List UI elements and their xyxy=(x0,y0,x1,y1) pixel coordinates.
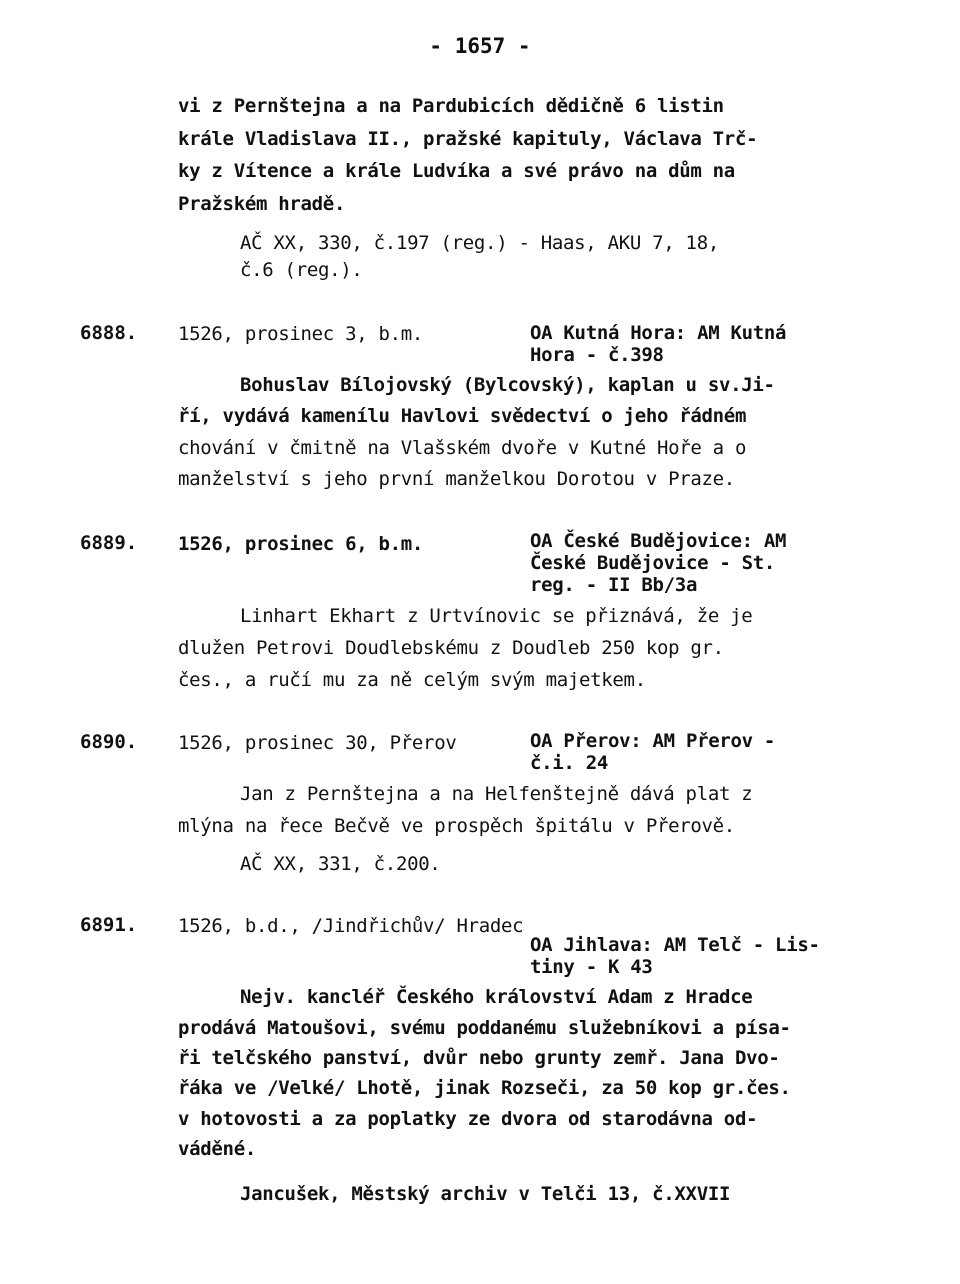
entry-date: 1526, prosinec 6, b.m. xyxy=(178,533,424,555)
entry-text-line: Nejv. kancléř Českého království Adam z Hradce xyxy=(240,986,753,1008)
intro-reference: AČ XX, 330, č.197 (reg.) - Haas, AKU 7, 18, xyxy=(240,232,719,254)
entry-reference: AČ XX, 331, č.200. xyxy=(240,853,441,875)
entry-source: OA České Budějovice: AM xyxy=(530,530,787,552)
intro-line: ky z Vítence a krále Ludvíka a své právo na dům na xyxy=(178,160,735,182)
entry-text-line: Jan z Pernštejna a na Helfenštejně dává plat z xyxy=(240,783,753,805)
entry-text-line: řáka ve /Velké/ Lhotě, jinak Rozseči, za 50 kop gr.čes. xyxy=(178,1077,791,1099)
entry-text-line: váděné. xyxy=(178,1138,256,1160)
intro-line: Pražském hradě. xyxy=(178,193,346,215)
entry-date: 1526, prosinec 30, Přerov xyxy=(178,732,457,754)
entry-text-line: ři telčského panství, dvůr nebo grunty zemř. Jana Dvo- xyxy=(178,1047,780,1069)
intro-reference: č.6 (reg.). xyxy=(240,259,363,281)
entry-text-line: mlýna na řece Bečvě ve prospěch špitálu v Přerově. xyxy=(178,815,735,837)
entry-text-line: prodává Matoušovi, svému poddanému služebníkovi a písa- xyxy=(178,1017,791,1039)
entry-date: 1526, b.d., /Jindřichův/ Hradec xyxy=(178,915,524,937)
entry-source: OA Jihlava: AM Telč - Lis- xyxy=(530,934,820,956)
entry-number: 6891. xyxy=(80,914,138,936)
entry-source: České Budějovice - St. xyxy=(530,552,776,574)
entry-text-line: ří, vydává kamenílu Havlovi svědectví o jeho řádném xyxy=(178,405,747,427)
entry-source: OA Přerov: AM Přerov - xyxy=(530,730,776,752)
entry-text-line: dlužen Petrovi Doudlebskému z Doudleb 250 kop gr. xyxy=(178,637,724,659)
entry-text-line: čes., a ručí mu za ně celým svým majetkem. xyxy=(178,669,646,691)
entry-source: reg. - II Bb/3a xyxy=(530,574,698,596)
entry-text-line: Linhart Ekhart z Urtvínovic se přiznává, že je xyxy=(240,605,753,627)
entry-text-line: manželství s jeho první manželkou Dorotou v Praze. xyxy=(178,468,735,490)
entry-reference: Jancušek, Městský archiv v Telči 13, č.XXVII xyxy=(240,1183,731,1205)
entry-number: 6888. xyxy=(80,322,138,344)
intro-line: vi z Pernštejna a na Pardubicích dědičně 6 listin xyxy=(178,95,724,117)
intro-line: krále Vladislava II., pražské kapituly, Václava Trč- xyxy=(178,128,758,150)
entry-number: 6889. xyxy=(80,532,138,554)
entry-source: č.i. 24 xyxy=(530,752,608,774)
entry-text-line: v hotovosti a za poplatky ze dvora od starodávna od- xyxy=(178,1108,758,1130)
entry-date: 1526, prosinec 3, b.m. xyxy=(178,323,424,345)
entry-source: OA Kutná Hora: AM Kutná xyxy=(530,322,787,344)
entry-source: Hora - č.398 xyxy=(530,344,664,366)
entry-number: 6890. xyxy=(80,731,138,753)
entry-source: tiny - K 43 xyxy=(530,956,653,978)
entry-text-line: chování v čmitně na Vlašském dvoře v Kutné Hoře a o xyxy=(178,437,747,459)
page-number: - 1657 - xyxy=(429,34,531,58)
entry-text-line: Bohuslav Bílojovský (Bylcovský), kaplan u sv.Ji- xyxy=(240,374,775,396)
